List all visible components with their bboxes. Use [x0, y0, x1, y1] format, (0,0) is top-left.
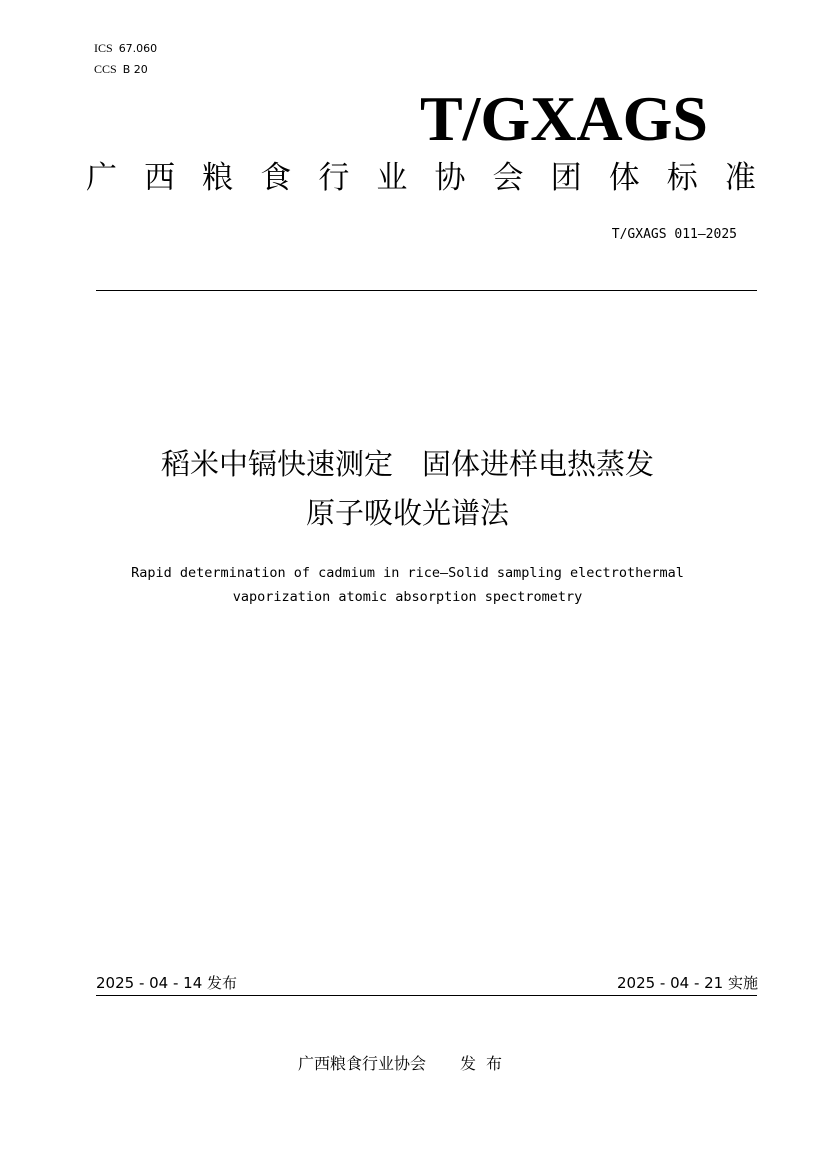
org-char: 体 [608, 160, 640, 196]
org-char: 协 [434, 160, 466, 196]
org-char: 会 [492, 160, 524, 196]
publisher-name: 广西粮食行业协会 [298, 1054, 427, 1073]
org-char: 西 [144, 160, 176, 196]
implementation-date: 2025 - 04 - 21 实施 [616, 974, 758, 992]
chinese-title-line-2: 原子吸收光谱法 [305, 496, 509, 530]
english-title-line-2: vaporization atomic absorption spectrometry [232, 589, 583, 605]
standard-logo: T/GXAGS [419, 83, 708, 154]
footer-divider [96, 995, 757, 996]
org-char: 粮 [202, 160, 234, 196]
ccs-classification [94, 62, 148, 77]
english-title-line-1: Rapid determination of cadmium in rice—Solid sampling electrothermal [131, 565, 684, 581]
ccs-label: CCS [94, 62, 117, 76]
org-char: 食 [260, 160, 292, 196]
issue-date: 2025 - 04 - 14 发布 [96, 974, 238, 992]
org-char: 行 [318, 160, 350, 196]
ics-label: ICS [94, 41, 113, 55]
org-char: 广 [86, 160, 117, 196]
publisher-label: 发布 [460, 1054, 513, 1073]
standard-number: T/GXAGS 011—2025 [611, 227, 737, 242]
organization-name [86, 158, 756, 198]
ccs-code: B 20 [122, 63, 148, 76]
org-char: 业 [376, 160, 408, 196]
ics-classification [94, 41, 157, 56]
org-char: 准 [724, 160, 756, 196]
org-char: 标 [666, 160, 698, 196]
publisher-line [298, 1054, 512, 1074]
ics-code: 67.060 [118, 42, 158, 55]
chinese-title-line-1: 稻米中镉快速测定 固体进样电热蒸发 [160, 447, 654, 481]
org-char: 团 [550, 160, 582, 196]
header-divider [96, 290, 757, 291]
